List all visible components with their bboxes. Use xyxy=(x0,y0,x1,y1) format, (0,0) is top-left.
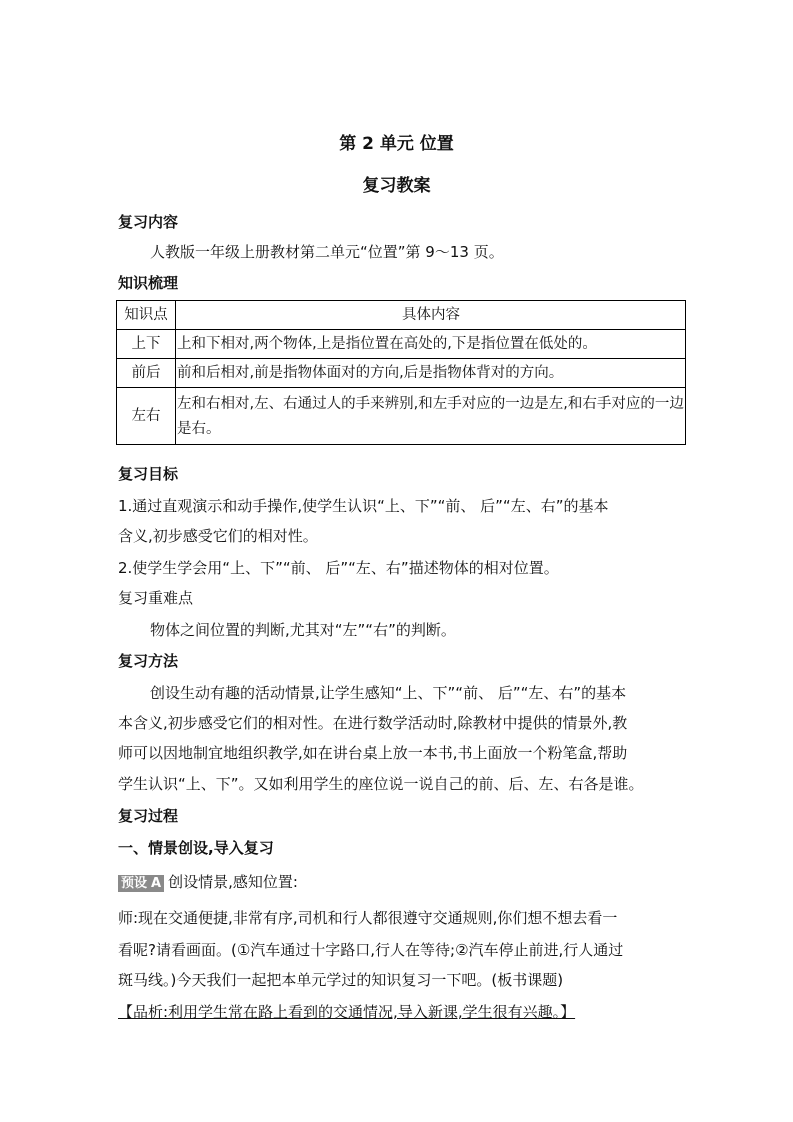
part-1-heading: 一、情景创设,导入复习 xyxy=(118,839,274,857)
preset-badge-label: 预设 xyxy=(121,876,148,891)
knowledge-heading: 知识梳理 xyxy=(118,274,179,292)
method-heading: 复习方法 xyxy=(118,652,179,670)
row-point: 左右 xyxy=(117,388,176,445)
doc-title: 第 2 单元 位置 xyxy=(339,134,454,154)
preset-badge-letter: A xyxy=(151,876,162,891)
row-point: 上下 xyxy=(117,330,176,359)
goals-heading: 复习目标 xyxy=(118,465,179,483)
teacher-line-2: 看呢?请看画面。(①汽车通过十字路口,行人在等待;②汽车停止前进,行人通过 xyxy=(118,941,624,959)
table-row xyxy=(117,388,686,445)
content-heading: 复习内容 xyxy=(118,213,179,231)
header-point: 知识点 xyxy=(117,301,176,330)
analysis-note: 【品析:利用学生常在路上看到的交通情况,导入新课,学生很有兴趣。】 xyxy=(118,1003,576,1021)
preset-badge xyxy=(118,875,164,892)
content-text: 人教版一年级上册教材第二单元“位置”第 9～13 页。 xyxy=(150,243,504,261)
row-content: 上和下相对,两个物体,上是指位置在高处的,下是指位置在低处的。 xyxy=(176,330,686,359)
row-content: 左和右相对,左、右通过人的手来辨别,和左手对应的一边是左,和右手对应的一边是右。 xyxy=(176,388,686,445)
doc-subtitle: 复习教案 xyxy=(362,176,431,196)
method-line-3: 师可以因地制宜地组织教学,如在讲台桌上放一本书,书上面放一个粉笔盒,帮助 xyxy=(118,744,628,762)
process-heading: 复习过程 xyxy=(118,807,179,825)
preset-text: 创设情景,感知位置: xyxy=(168,873,298,891)
method-line-1: 创设生动有趣的活动情景,让学生感知“上、下”“前、 后”“左、右”的基本 xyxy=(150,684,627,702)
goal-1-line-2: 含义,初步感受它们的相对性。 xyxy=(118,527,318,545)
table-row xyxy=(117,359,686,388)
method-line-2: 本含义,初步感受它们的相对性。在进行数学活动时,除教材中提供的情景外,教 xyxy=(118,714,628,732)
method-line-4: 学生认识“上、下”。又如利用学生的座位说一说自己的前、后、左、右各是谁。 xyxy=(118,775,644,793)
keypoints-heading: 复习重难点 xyxy=(118,589,194,607)
table-header-row xyxy=(117,301,686,330)
row-content: 前和后相对,前是指物体面对的方向,后是指物体背对的方向。 xyxy=(176,359,686,388)
preset-line xyxy=(118,872,298,892)
teacher-line-1: 师:现在交通便捷,非常有序,司机和行人都很遵守交通规则,你们想不想去看一 xyxy=(118,909,618,927)
header-content: 具体内容 xyxy=(176,301,686,330)
knowledge-table xyxy=(116,300,686,445)
table-row xyxy=(117,330,686,359)
keypoints-text: 物体之间位置的判断,尤其对“左”“右”的判断。 xyxy=(150,621,456,639)
goal-1-line-1: 1.通过直观演示和动手操作,使学生认识“上、下”“前、 后”“左、右”的基本 xyxy=(118,497,609,515)
goal-2: 2.使学生学会用“上、下”“前、 后”“左、右”描述物体的相对位置。 xyxy=(118,559,559,577)
row-point: 前后 xyxy=(117,359,176,388)
teacher-line-3: 斑马线。)今天我们一起把本单元学过的知识复习一下吧。(板书课题) xyxy=(118,971,564,989)
